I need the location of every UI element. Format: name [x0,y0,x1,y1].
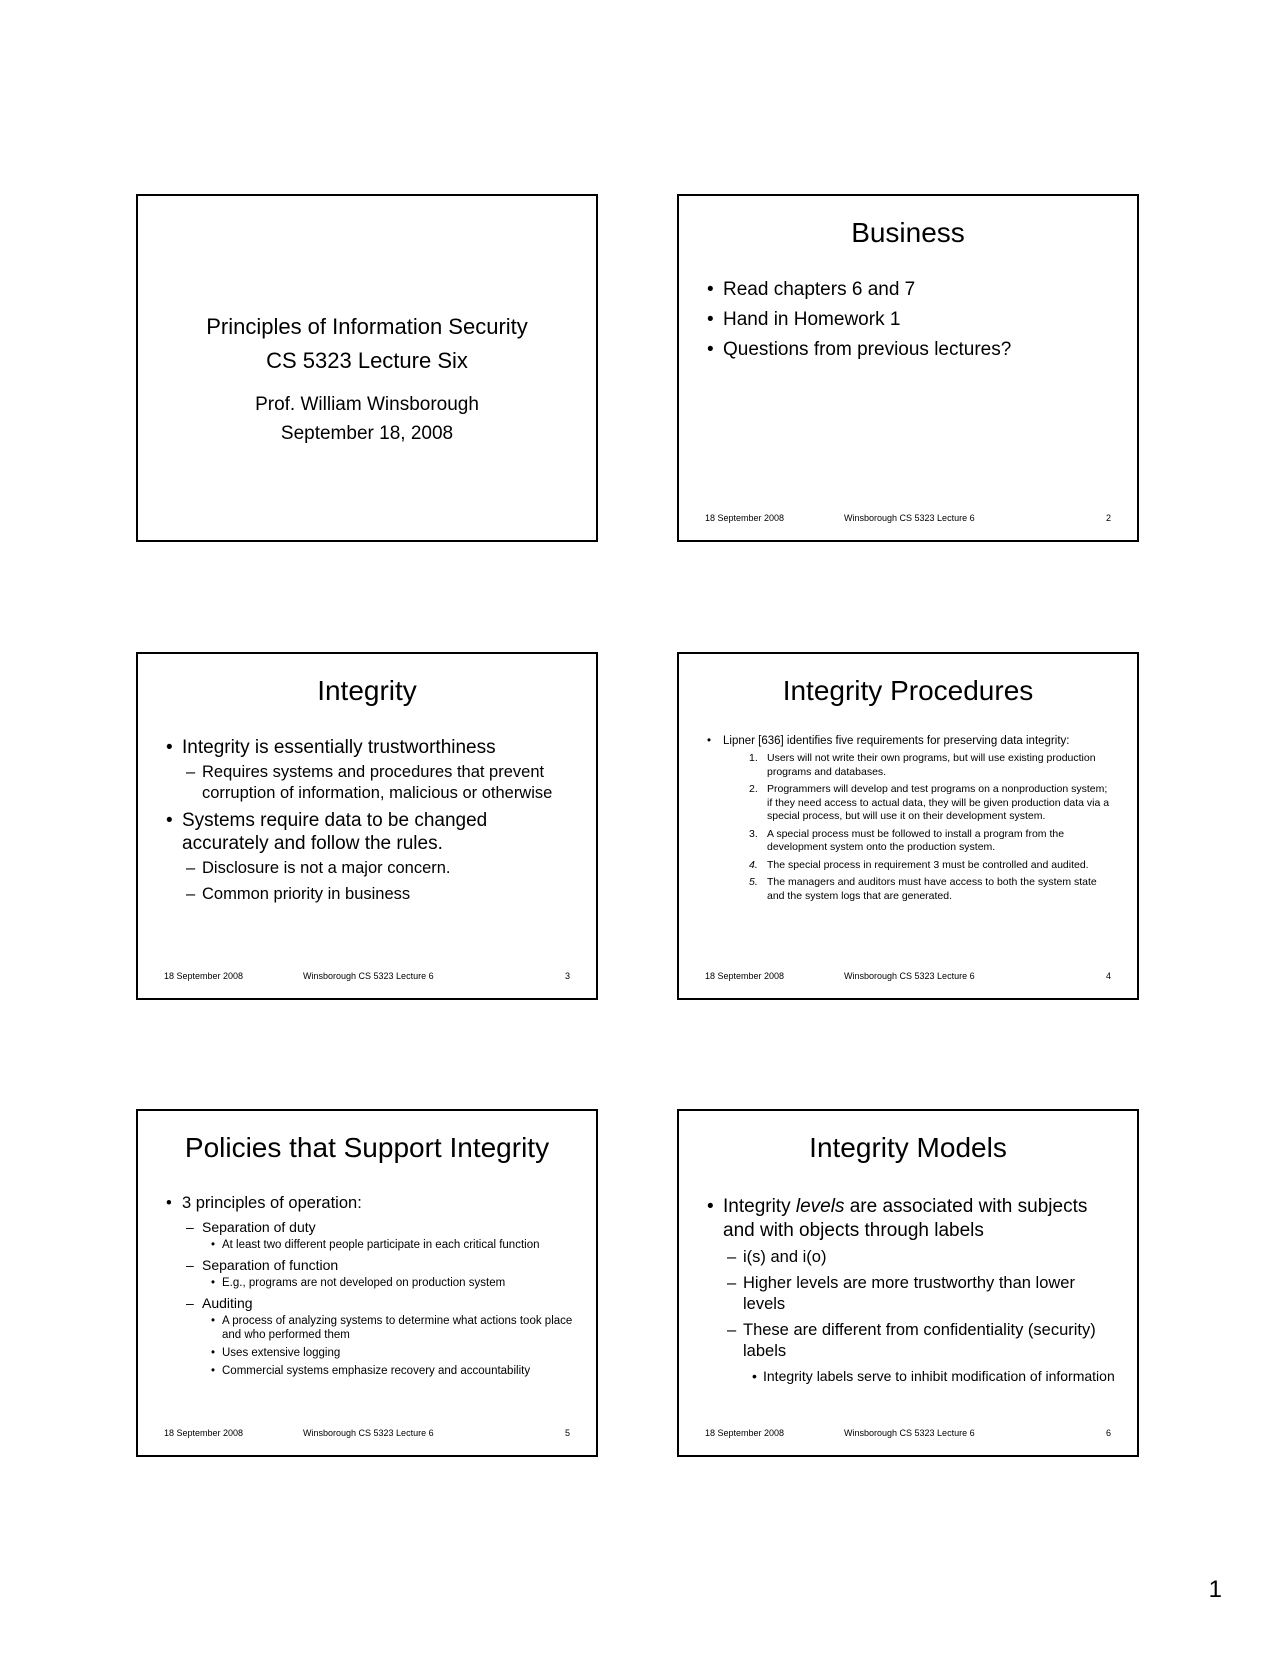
title-block [138,310,596,448]
slide-number: 2 [1105,513,1111,523]
item-number: 5. [749,876,758,888]
author: Prof. William Winsborough [255,394,479,415]
footer-course: Winsborough CS 5323 Lecture 6 [844,513,975,523]
numbered-item [705,876,1115,903]
slide-title: Policies that Support Integrity [184,1132,550,1163]
detail-bullet: • Commercial systems emphasize recovery and accountability [164,1364,574,1378]
bullet-text-end: are associated with subjects and with objects through labels [723,1196,1088,1241]
sub-bullet: – These are different from confidentiality (security) labels [705,1320,1115,1362]
bullet: • Read chapters 6 and 7 [705,278,1115,302]
slide-title: Integrity Procedures [782,675,1034,706]
sub-bullet: – Requires systems and procedures that prevent corruption of information, malicious or otherwise [164,762,574,804]
bullet: • Lipner [636] identifies five requirements for preserving data integrity: [705,734,1115,748]
item-text: A special process must be followed to install a program from the development system onto the production system. [767,827,1065,853]
detail-bullet: • A process of analyzing systems to determine what actions took place and who performed them [164,1314,574,1342]
footer-date: 18 September 2008 [705,513,785,523]
sub-bullet: – Disclosure is not a major concern. [164,858,574,879]
slide-footer [164,1427,570,1439]
sub-bullet: – Common priority in business [164,884,574,905]
footer-date: 18 September 2008 [164,1428,244,1438]
detail-bullet: • Uses extensive logging [164,1346,574,1360]
page-number: 1 [1208,1576,1222,1603]
item-number: 2. [749,783,758,795]
bullet-text-start: Integrity [723,1196,796,1217]
numbered-item [705,828,1115,855]
item-number: 4. [749,858,758,871]
bullet: • Systems require data to be changed accurately and follow the rules. [164,809,574,855]
lecture-date: September 18, 2008 [280,423,454,444]
slide-number: 4 [1105,971,1111,981]
numbered-item [705,859,1115,873]
item-text: Programmers will develop and test programs on a nonproduction system; if they need access to actual data, they will be given production data via a special process, but will use it on their development system. [767,783,1110,822]
item-number: 3. [749,827,758,840]
bullet: • Integrity is essentially trustworthiness [164,736,574,759]
slide-footer [705,512,1111,524]
slide-body [164,736,574,910]
bullet: • 3 principles of operation: [164,1193,574,1214]
footer-date: 18 September 2008 [164,971,244,981]
slide-footer [164,970,570,982]
slide-body [705,278,1115,368]
slide-6 [677,1109,1139,1457]
item-text: Users will not write their own programs, but will use existing production programs and databases. [767,752,1096,778]
slide-body [164,1193,574,1382]
emphasis-text: levels [795,1196,845,1217]
slide-footer [705,1427,1111,1439]
footer-course: Winsborough CS 5323 Lecture 6 [844,971,975,981]
slide-body [705,734,1115,907]
slide-number: 6 [1105,1428,1111,1438]
slide-footer [705,970,1111,982]
sub-bullet: – Auditing [164,1294,574,1312]
sub-bullet: – Higher levels are more trustworthy than lower levels [705,1273,1115,1315]
detail-bullet: • E.g., programs are not developed on production system [164,1276,574,1290]
item-number: 1. [749,752,758,764]
footer-date: 18 September 2008 [705,971,785,981]
sub-bullet: – Separation of function [164,1256,574,1274]
detail-bullet: • Integrity labels serve to inhibit modification of information [705,1367,1115,1385]
slide-2 [677,194,1139,542]
numbered-item [705,752,1115,779]
slide-title: Integrity Models [809,1132,1007,1163]
sub-bullet: – Separation of duty [164,1218,574,1236]
slide-3 [136,652,598,1000]
footer-course: Winsborough CS 5323 Lecture 6 [844,1428,975,1438]
footer-date: 18 September 2008 [705,1428,785,1438]
footer-course: Winsborough CS 5323 Lecture 6 [303,1428,434,1438]
slide-1 [136,194,598,542]
bullet: • Hand in Homework 1 [705,308,1115,332]
slide-body [705,1195,1115,1388]
item-text: The managers and auditors must have access to both the system state and the system logs that are generated. [767,876,1097,902]
footer-course: Winsborough CS 5323 Lecture 6 [303,971,434,981]
slide-4 [677,652,1139,1000]
sub-bullet: – i(s) and i(o) [705,1247,1115,1268]
bullet [705,1195,1115,1243]
numbered-item [705,783,1115,824]
detail-bullet: • At least two different people participate in each critical function [164,1238,574,1252]
lecture-title: CS 5323 Lecture Six [266,348,468,373]
slide-title: Integrity [317,675,417,706]
slide-title: Business [851,217,965,248]
item-text: The special process in requirement 3 must be controlled and audited. [767,858,1089,871]
slide-number: 3 [564,971,570,981]
slide-5 [136,1109,598,1457]
bullet: • Questions from previous lectures? [705,338,1115,362]
course-title: Principles of Information Security [206,314,528,339]
slide-number: 5 [564,1428,570,1438]
